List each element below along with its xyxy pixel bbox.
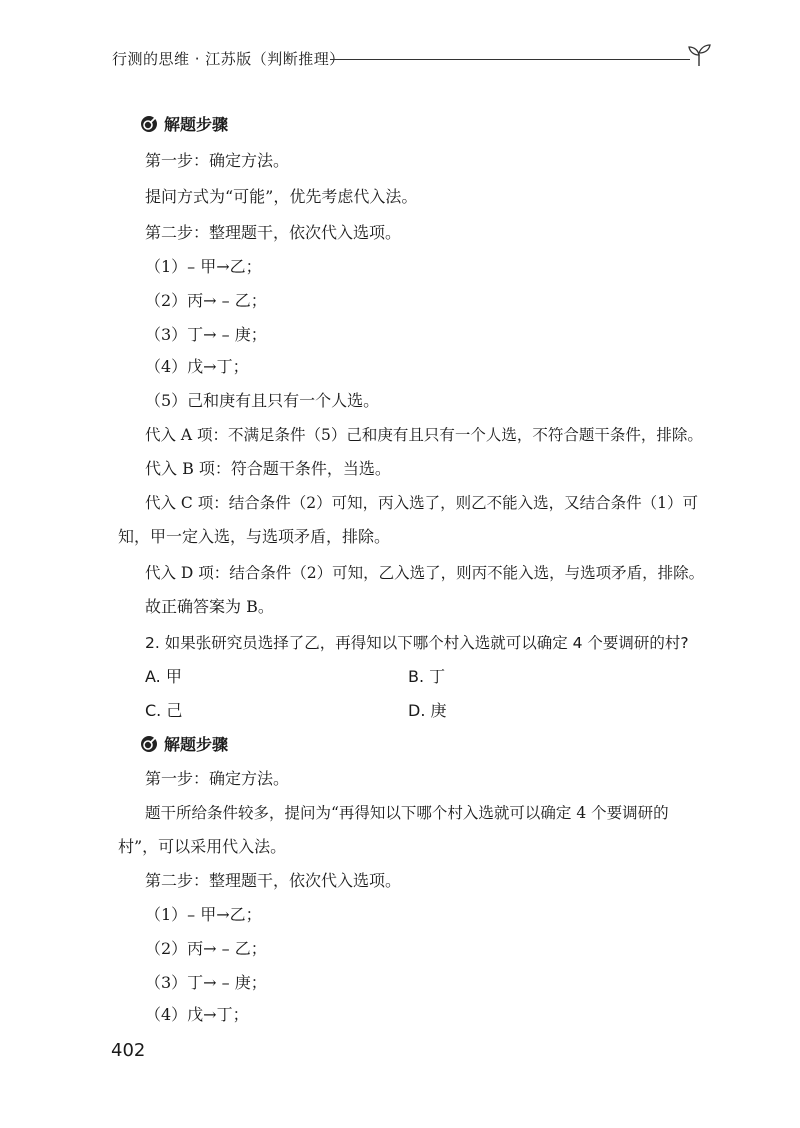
text-line: 第二步：整理题干，依次代入选项。: [145, 871, 402, 890]
text-line: 代入 C 项：结合条件（2）可知，丙入选了，则乙不能入选，又结合条件（1）可: [145, 494, 698, 512]
text-line: 代入 B 项：符合题干条件，当选。: [145, 459, 391, 478]
option-a: A. 甲: [145, 667, 182, 686]
running-header: [112, 42, 712, 72]
condition-line: （1）– 甲→乙；: [145, 905, 262, 924]
condition-line: （4）戊→丁；: [145, 1005, 249, 1024]
gear-pen-icon: [140, 115, 158, 133]
condition-line: （2）丙→ – 乙；: [145, 939, 267, 958]
page-number: 402: [111, 1040, 146, 1061]
sprout-icon: [686, 42, 712, 68]
text-line: 村”，可以采用代入法。: [118, 837, 287, 856]
section-heading-1: [140, 114, 228, 136]
header-rule: [330, 59, 690, 60]
text-line: 第一步：确定方法。: [145, 151, 290, 170]
text-line: 知，甲一定入选，与选项矛盾，排除。: [118, 527, 391, 546]
header-title: 行测的思维 · 江苏版（判断推理）: [112, 50, 345, 68]
answer-line: 故正确答案为 B。: [145, 597, 274, 616]
condition-line: （3）丁→ – 庚；: [145, 325, 267, 344]
condition-line: （2）丙→ – 乙；: [145, 291, 267, 310]
section-heading-1-text: 解题步骤: [164, 115, 229, 134]
text-line: 代入 D 项：结合条件（2）可知，乙入选了，则丙不能入选，与选项矛盾，排除。: [145, 564, 705, 582]
text-line: 题干所给条件较多，提问为“再得知以下哪个村入选就可以确定 4 个要调研的: [145, 804, 669, 822]
text-line: 第二步：整理题干，依次代入选项。: [145, 223, 402, 242]
condition-line: （1）– 甲→乙；: [145, 257, 262, 276]
section-heading-2: [140, 734, 228, 756]
text-line: 提问方式为“可能”，优先考虑代入法。: [145, 187, 418, 206]
gear-pen-icon: [140, 735, 158, 753]
condition-line: （4）戊→丁；: [145, 357, 249, 376]
text-line: 代入 A 项：不满足条件（5）己和庚有且只有一个人选，不符合题干条件，排除。: [145, 426, 703, 444]
text-line: 第一步：确定方法。: [145, 769, 290, 788]
option-c: C. 己: [145, 701, 183, 720]
condition-line: （5）己和庚有且只有一个人选。: [145, 391, 380, 410]
section-heading-2-text: 解题步骤: [164, 735, 229, 754]
option-b: B. 丁: [408, 667, 446, 686]
question-2: 2. 如果张研究员选择了乙，再得知以下哪个村入选就可以确定 4 个要调研的村?: [145, 634, 689, 652]
condition-line: （3）丁→ – 庚；: [145, 973, 267, 992]
option-d: D. 庚: [408, 701, 447, 720]
